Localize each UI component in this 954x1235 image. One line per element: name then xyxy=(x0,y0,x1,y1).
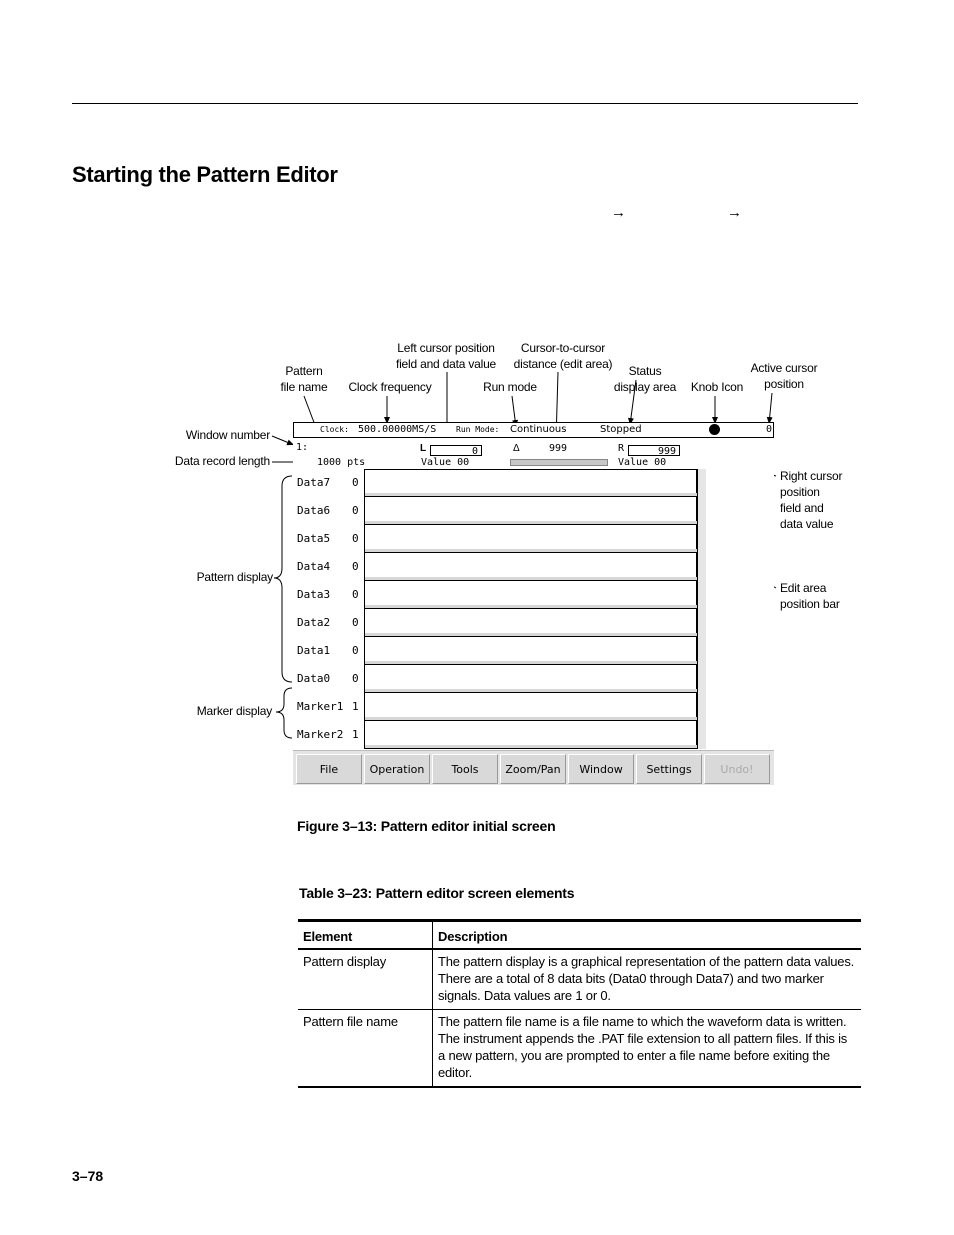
table-row xyxy=(298,949,861,1010)
table-cell-element: Pattern display xyxy=(298,949,433,1010)
row-divider xyxy=(365,636,698,637)
right-cursor-label: R xyxy=(618,443,625,454)
signal-value: 0 xyxy=(352,588,359,601)
signal-name: Data0 xyxy=(297,672,331,685)
row-divider xyxy=(365,748,698,749)
pattern-editor-screen xyxy=(293,422,774,784)
pattern-grid[interactable] xyxy=(364,469,697,749)
row-divider xyxy=(365,664,698,665)
signal-name: Data2 xyxy=(297,616,331,629)
delta-value: 999 xyxy=(549,443,568,454)
row-divider xyxy=(365,496,698,497)
knob-icon xyxy=(709,424,720,435)
section-title: Starting the Pattern Editor xyxy=(72,162,338,187)
callout-data-record-length: Data record length xyxy=(174,454,270,468)
signal-label xyxy=(297,504,359,518)
right-cursor-data: Value 00 xyxy=(618,457,667,468)
signal-value: 0 xyxy=(352,560,359,573)
status-row xyxy=(293,422,774,438)
menu-button-zoompan[interactable]: Zoom/Pan xyxy=(500,754,566,784)
vertical-scrollbar[interactable] xyxy=(697,469,706,749)
signal-name: Marker1 xyxy=(297,700,344,713)
callout-edit-area-bar: Edit area position bar xyxy=(780,581,840,611)
menu-button-settings[interactable]: Settings xyxy=(636,754,702,784)
screen-elements-table xyxy=(298,919,861,1088)
row-divider xyxy=(365,580,698,581)
signal-label xyxy=(297,616,359,630)
table-cell-description: The pattern file name is a file name to which the waveform data is written. The instrument appends the .PAT file extension to all pattern files. If this is a new pattern, you are prompted to enter a file name before exiting the editor. xyxy=(433,1010,862,1088)
signal-value: 0 xyxy=(352,504,359,517)
signal-value: 0 xyxy=(352,644,359,657)
callout-pattern-file-name: Pattern file name xyxy=(280,364,328,394)
figure-caption: Figure 3–13: Pattern editor initial screen xyxy=(297,818,556,834)
signal-label xyxy=(297,672,359,686)
page-number: 3–78 xyxy=(72,1168,104,1184)
row-divider xyxy=(365,608,698,609)
row-divider xyxy=(365,552,698,553)
menu-button-tools[interactable]: Tools xyxy=(432,754,498,784)
callout-left-cursor: Left cursor position field and data value xyxy=(395,341,497,371)
menu-button-file[interactable]: File xyxy=(296,754,362,784)
active-cursor-value: 0 xyxy=(766,424,773,435)
table-row xyxy=(298,1010,861,1088)
callout-right-cursor: Right cursor position field and data value xyxy=(780,469,843,531)
header-rule xyxy=(72,103,858,104)
signal-name: Data1 xyxy=(297,644,331,657)
edit-area-position-bar[interactable] xyxy=(510,459,608,466)
run-mode-label: Run Mode: xyxy=(456,425,500,434)
cursor-info-row xyxy=(293,440,705,468)
signal-label xyxy=(297,728,359,742)
callout-cursor-to-cursor: Cursor-to-cursor distance (edit area) xyxy=(513,341,613,371)
right-cursor-field[interactable]: 999 xyxy=(628,445,680,456)
signal-name: Data3 xyxy=(297,588,331,601)
callout-knob-icon: Knob Icon xyxy=(690,380,744,394)
callout-window-number: Window number xyxy=(185,428,270,442)
signal-value: 0 xyxy=(352,616,359,629)
signal-label xyxy=(297,532,359,546)
record-length: 1000 pts xyxy=(317,457,366,468)
signal-value: 0 xyxy=(352,476,359,489)
status-text: Stopped xyxy=(600,424,642,435)
callout-run-mode: Run mode xyxy=(483,380,537,394)
menu-path-arrow: → xyxy=(611,204,626,221)
signal-name: Data5 xyxy=(297,532,331,545)
callout-clock-frequency: Clock frequency xyxy=(348,380,432,394)
run-mode-value: Continuous xyxy=(510,424,567,435)
menu-path-arrow: → xyxy=(727,204,742,221)
signal-name: Data7 xyxy=(297,476,331,489)
menu-button-window[interactable]: Window xyxy=(568,754,634,784)
table-caption: Table 3–23: Pattern editor screen elements xyxy=(299,885,575,901)
menu-bar xyxy=(293,750,774,785)
signal-label xyxy=(297,560,359,574)
clock-label: Clock: xyxy=(320,425,349,434)
callout-status-display: Status display area xyxy=(613,364,677,394)
callout-active-cursor: Active cursor position xyxy=(750,361,818,391)
row-divider xyxy=(365,720,698,721)
signal-value: 0 xyxy=(352,672,359,685)
signal-name: Data6 xyxy=(297,504,331,517)
left-cursor-field[interactable]: 0 xyxy=(430,445,482,456)
signal-label xyxy=(297,644,359,658)
signal-name: Marker2 xyxy=(297,728,344,741)
table-cell-element: Pattern file name xyxy=(298,1010,433,1088)
menu-button-operation[interactable]: Operation xyxy=(364,754,430,784)
signal-value: 1 xyxy=(352,728,359,741)
left-cursor-data: Value 00 xyxy=(421,457,470,468)
callout-marker-display: Marker display xyxy=(196,704,272,718)
table-header-element: Element xyxy=(298,921,433,950)
table-cell-description: The pattern display is a graphical representation of the pattern data values. There are a total of 8 data bits (Data0 through Data7) and two marker signals. Data values are 1 or 0. xyxy=(433,949,862,1010)
menu-button-undo[interactable]: Undo! xyxy=(704,754,770,784)
row-divider xyxy=(365,524,698,525)
signal-name: Data4 xyxy=(297,560,331,573)
left-cursor-label: L xyxy=(420,443,427,454)
signal-value: 1 xyxy=(352,700,359,713)
signal-value: 0 xyxy=(352,532,359,545)
signal-label xyxy=(297,476,359,490)
delta-symbol: Δ xyxy=(513,443,520,454)
signal-label xyxy=(297,700,359,714)
callout-pattern-display: Pattern display xyxy=(196,570,273,584)
window-number: 1: xyxy=(296,442,309,453)
signal-label xyxy=(297,588,359,602)
row-divider xyxy=(365,692,698,693)
table-header-description: Description xyxy=(433,921,862,950)
clock-value: 500.00000MS/S xyxy=(358,424,437,435)
